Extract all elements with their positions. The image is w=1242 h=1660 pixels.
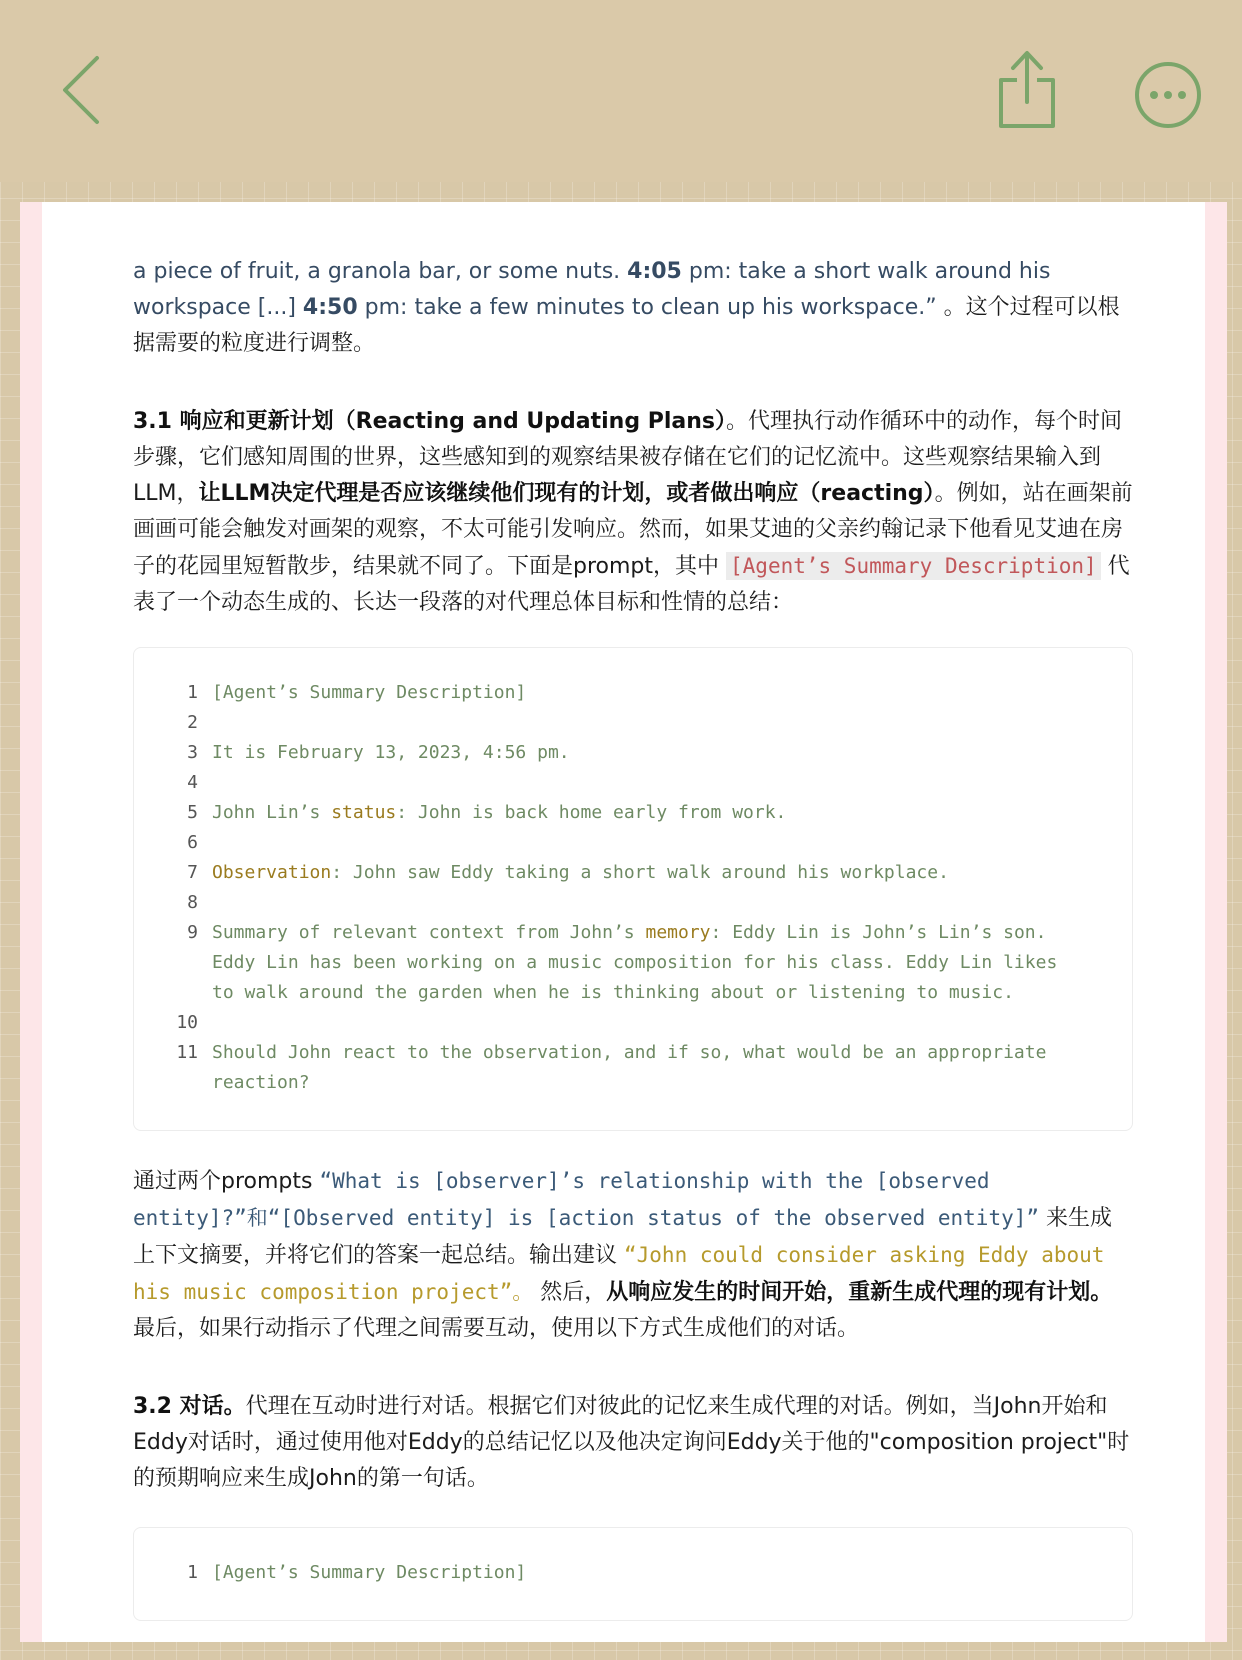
code-text [212, 768, 1092, 798]
code-keyword: Observation [212, 862, 332, 883]
quote-text: a piece of fruit, a granola bar, or some nuts. [133, 259, 628, 284]
code-text-part: Summary of relevant context from John’s [212, 922, 646, 943]
code-continuation: reaction? [212, 1072, 310, 1093]
time-label: 4:50 [302, 295, 358, 320]
line-number: 8 [187, 892, 198, 913]
paragraph-text: 通过两个prompts [133, 1169, 320, 1194]
paragraph-dialogue [133, 1389, 1133, 1497]
paragraph-text: 然后， [533, 1280, 607, 1305]
code-text [212, 708, 1092, 738]
paragraph-text: 代理在互动时进行对话。根据它们对彼此的记忆来生成代理的对话。例如，当John开始和Eddy对话时，通过使用他对Eddy的总结记忆以及他决定询问Eddy关于他的"composition project"时的预期响应来生成John的第一句话。 [133, 1394, 1130, 1491]
back-button[interactable] [55, 52, 115, 128]
code-block [133, 647, 1133, 1131]
paragraph-text: 最后，如果行动指示了代理之间需要互动，使用以下方式生成他们的对话。 [133, 1316, 860, 1341]
line-number: 3 [187, 742, 198, 763]
code-line [134, 1558, 1092, 1588]
code-text [212, 1008, 1092, 1038]
code-line [134, 678, 1092, 708]
bold-text: 让LLM决定代理是否应该继续他们现有的计划，或者做出响应（reacting） [198, 481, 935, 506]
bold-text: 从响应发生的时间开始，重新生成代理的现有计划。 [606, 1280, 1113, 1305]
code-line [134, 858, 1092, 888]
code-line [134, 1008, 1092, 1038]
paragraph-reacting [133, 404, 1133, 621]
line-number: 6 [187, 832, 198, 853]
code-line [134, 768, 1092, 798]
code-line [134, 828, 1092, 858]
section-heading: 3.2 对话。 [133, 1394, 246, 1419]
paragraph-text: 代表了一个动态生成的、长达一段落的对代理总体目标和性情的总结： [133, 554, 1130, 615]
code-text [212, 798, 1092, 828]
quote-text: pm: take a few minutes to clean up his workspace.” [357, 295, 937, 320]
line-number: 1 [187, 682, 198, 703]
share-button[interactable] [995, 46, 1059, 132]
code-line [134, 888, 1092, 918]
paragraph-text: 。例如，站在画架前画画可能会触发对画架的观察，不太可能引发响应。然而，如果艾迪的父亲约翰记录下他看见艾迪在房子的花园里短暂散步，结果就不同了。下面是prompt，其中 [133, 481, 1133, 579]
code-continuation: to walk around the garden when he is thinking about or listening to music. [212, 982, 1014, 1003]
paragraph-prompts [133, 1163, 1133, 1347]
code-text-part: : John saw Eddy taking a short walk around his workplace. [331, 862, 949, 883]
line-number: 11 [176, 1042, 198, 1063]
more-icon [1134, 61, 1202, 129]
code-line [134, 918, 1092, 948]
line-number: 2 [187, 712, 198, 733]
top-bar [0, 0, 1242, 182]
paragraph-text: 。代理执行动作循环中的动作，每个时间步骤，它们感知周围的世界，这些感知到的观察结果被存储在它们的记忆流中。这些观察结果输入到LLM， [133, 409, 1123, 506]
chevron-left-icon [55, 52, 115, 128]
code-text: [Agent’s Summary Description] [212, 682, 527, 703]
share-icon [995, 46, 1059, 132]
code-text-part: : Eddy Lin is John’s Lin’s son. [710, 922, 1047, 943]
line-number: 7 [187, 862, 198, 883]
code-text [212, 888, 1092, 918]
code-line [134, 1038, 1092, 1068]
code-text-part: John Lin’s [212, 802, 332, 823]
code-text: [Agent’s Summary Description] [212, 1562, 527, 1583]
code-continuation: Eddy Lin has been working on a music composition for his class. Eddy Lin likes [212, 952, 1058, 973]
code-text-part: : John is back home early from work. [396, 802, 787, 823]
paragraph-plan-example [133, 254, 1133, 362]
quote-text: pm: take a short walk around his workspace [...] [133, 259, 1051, 320]
code-keyword: memory [645, 922, 711, 943]
code-text [212, 858, 1092, 888]
line-number: 5 [187, 802, 198, 823]
code-line [134, 708, 1092, 738]
inline-code: “What is [observer]’s relationship with the [observed entity]?”和“[Observed entity] is [action status of the observed entity]” [133, 1169, 1040, 1230]
code-keyword: status [331, 802, 397, 823]
code-text: Should John react to the observation, and if so, what would be an appropriate [212, 1042, 1047, 1063]
section-heading: 3.1 响应和更新计划（Reacting and Updating Plans） [133, 409, 727, 434]
code-block [133, 1527, 1133, 1621]
more-button[interactable] [1134, 61, 1202, 129]
inline-code: “John could consider asking Eddy about his music composition project”。 [133, 1243, 1105, 1304]
code-line [134, 738, 1092, 768]
line-number: 9 [187, 922, 198, 943]
code-text: It is February 13, 2023, 4:56 pm. [212, 742, 570, 763]
code-text [212, 918, 1092, 948]
line-number: 10 [176, 1012, 198, 1033]
code-text [212, 828, 1092, 858]
paragraph-text: 。这个过程可以根据需要的粒度进行调整。 [133, 295, 1120, 356]
article-page [20, 202, 1227, 1642]
paragraph-text: 来生成上下文摘要，并将它们的答案一起总结。输出建议 [133, 1206, 1113, 1268]
line-number: 1 [187, 1562, 198, 1583]
time-label: 4:05 [627, 259, 682, 284]
line-number: 4 [187, 772, 198, 793]
code-line [134, 798, 1092, 828]
article-content [133, 202, 1133, 1642]
inline-code: [Agent’s Summary Description] [726, 552, 1101, 580]
